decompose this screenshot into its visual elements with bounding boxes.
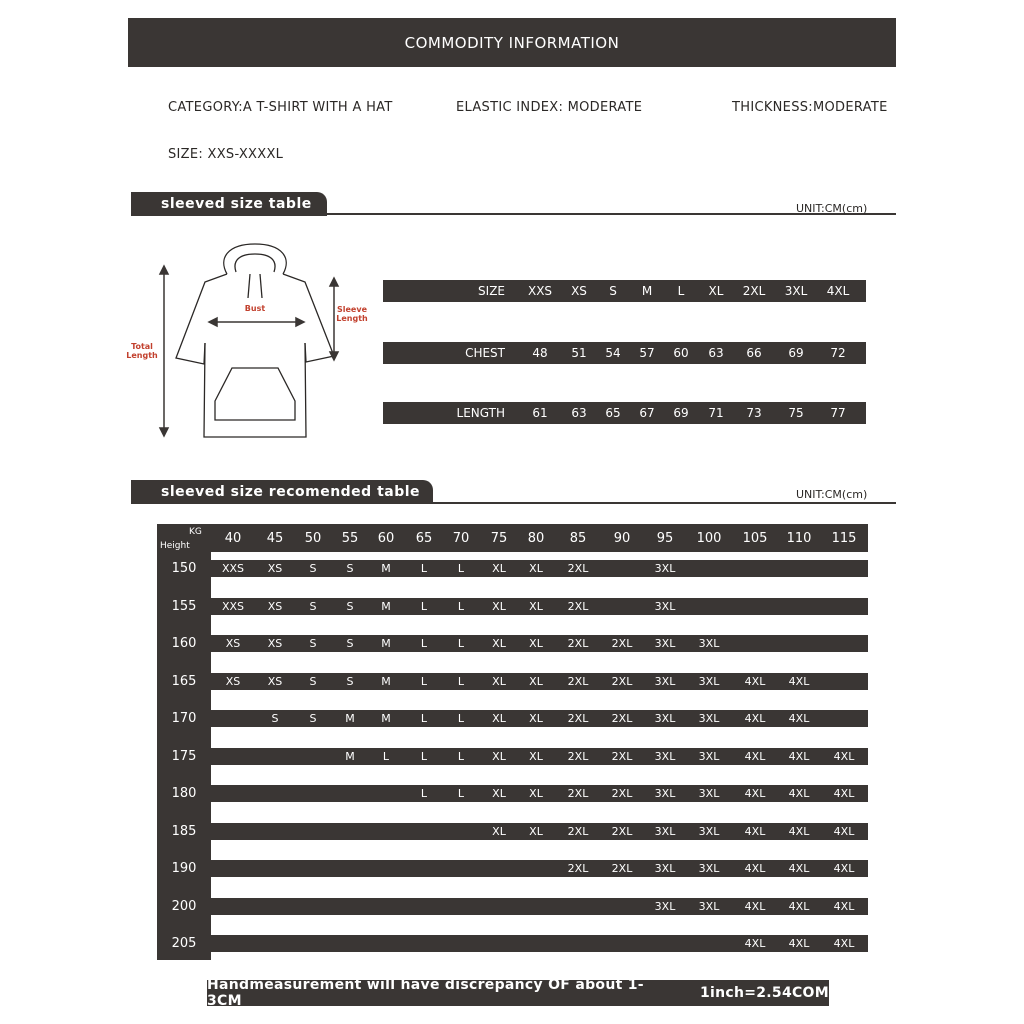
recommend-size-cell: 3XL	[698, 862, 720, 875]
recommend-size-cell: 4XL	[788, 937, 810, 950]
weight-header: 115	[831, 531, 857, 546]
section-divider	[131, 213, 896, 215]
size-cell: 69	[673, 406, 689, 420]
recommend-size-cell: 3XL	[654, 824, 676, 838]
size-cell: 3XL	[784, 284, 808, 298]
height-value: 190	[171, 861, 197, 876]
recommend-size-cell: 4XL	[788, 862, 810, 875]
recommend-size-cell: M	[381, 674, 391, 688]
recommend-size-cell: 3XL	[654, 599, 676, 613]
height-value: 185	[171, 823, 197, 839]
recommend-size-cell: L	[457, 712, 465, 725]
recommend-size-cell: XL	[492, 749, 506, 763]
recommend-size-cell: 2XL	[611, 674, 633, 688]
recommend-size-cell: 4XL	[788, 674, 810, 688]
recommend-size-cell: 2XL	[567, 562, 589, 575]
recommend-size-cell: 4XL	[744, 824, 766, 838]
size-range-info: SIZE: XXS-XXXXL	[168, 147, 284, 162]
size-cell: 72	[830, 346, 846, 360]
recommend-size-cell: L	[420, 749, 428, 763]
recommend-size-cell: L	[457, 599, 465, 613]
size-cell: XXS	[527, 284, 553, 298]
recommend-size-cell: XL	[492, 712, 506, 725]
recommended-table-tab	[131, 480, 433, 504]
recommend-size-cell: 2XL	[611, 862, 633, 875]
recommend-size-cell: M	[345, 712, 355, 725]
recommend-size-cell: XL	[529, 599, 543, 613]
sleeve-length-label: Sleeve Length	[336, 305, 368, 323]
size-cell: 54	[605, 346, 621, 360]
recommend-size-cell: S	[346, 674, 354, 688]
recommend-size-cell: XL	[529, 674, 543, 688]
recommend-size-cell: 3XL	[654, 562, 676, 575]
height-value: 150	[171, 561, 197, 576]
recommend-size-cell: 4XL	[833, 899, 855, 913]
recommend-size-cell: XXS	[221, 599, 245, 613]
recommend-size-cell: L	[420, 674, 428, 688]
recommend-size-cell: 4XL	[788, 787, 810, 800]
recommend-size-cell: 4XL	[833, 937, 855, 950]
size-row-label: CHEST	[465, 346, 505, 360]
weight-header: 45	[266, 531, 284, 546]
recommend-size-cell: 2XL	[567, 749, 589, 763]
size-row-label: SIZE	[478, 284, 505, 298]
recommend-size-cell: 3XL	[698, 674, 720, 688]
recommend-size-cell: S	[346, 599, 354, 613]
recommend-size-cell: M	[345, 749, 355, 763]
height-value: 180	[171, 786, 197, 801]
recommend-size-cell: 2XL	[611, 712, 633, 725]
weight-header: 80	[527, 531, 545, 546]
recommend-size-cell: 4XL	[833, 787, 855, 800]
recommend-size-cell: 4XL	[788, 899, 810, 913]
banner-title: COMMODITY INFORMATION	[404, 33, 620, 52]
recommend-size-cell: XL	[492, 637, 506, 650]
recommend-size-cell: 2XL	[611, 637, 633, 650]
size-cell: 48	[532, 346, 548, 360]
recommend-size-cell: XL	[529, 562, 543, 575]
recommend-size-cell: 4XL	[788, 712, 810, 725]
kg-axis-label: KG	[189, 527, 202, 537]
size-cell: 65	[605, 406, 621, 420]
recommend-size-cell: 2XL	[567, 674, 589, 688]
recommend-size-cell: 4XL	[788, 824, 810, 838]
size-cell: 71	[708, 406, 724, 420]
recommended-table-unit: UNIT:CM(cm)	[796, 488, 868, 501]
height-value: 175	[171, 748, 197, 764]
recommend-size-cell: 2XL	[567, 712, 589, 725]
weight-header: 75	[490, 531, 508, 546]
total-length-label: Total Length	[126, 342, 158, 360]
recommend-size-cell: S	[309, 599, 317, 613]
recommend-size-cell: L	[420, 637, 428, 650]
thickness-info: THICKNESS:MODERATE	[732, 100, 888, 115]
recommend-size-cell: XS	[225, 674, 241, 688]
recommend-size-cell: L	[420, 599, 428, 613]
size-cell: 75	[788, 406, 804, 420]
recommend-size-cell: L	[457, 637, 465, 650]
size-cell: 61	[532, 406, 548, 420]
size-cell: 60	[673, 346, 689, 360]
recommend-size-cell: S	[271, 712, 279, 725]
recommend-row	[211, 860, 868, 877]
recommend-size-cell: XS	[267, 599, 283, 613]
weight-header: 105	[742, 531, 768, 546]
recommend-size-cell: XL	[492, 674, 506, 688]
recommend-size-cell: 3XL	[698, 899, 720, 913]
height-value: 205	[171, 936, 197, 951]
recommend-size-cell: L	[457, 674, 465, 688]
recommend-size-cell: XL	[492, 824, 506, 838]
size-cell: 77	[830, 406, 846, 420]
recommend-size-cell: 2XL	[611, 787, 633, 800]
recommend-size-cell: 4XL	[744, 937, 766, 950]
height-value: 160	[171, 636, 197, 651]
discrepancy-note: Handmeasurement will have discrepancy OF about 1-3CM	[207, 977, 644, 1009]
recommend-size-cell: XL	[529, 637, 543, 650]
recommend-size-cell: 4XL	[744, 712, 766, 725]
section-divider	[131, 502, 896, 504]
size-table-row	[383, 280, 866, 302]
recommend-row	[211, 935, 868, 952]
recommend-size-cell: XL	[492, 599, 506, 613]
hoodie-outline-icon	[176, 244, 334, 437]
weight-header: 100	[696, 531, 722, 546]
size-row-label: LENGTH	[456, 406, 505, 420]
height-value: 165	[171, 673, 197, 689]
size-cell: 57	[639, 346, 655, 360]
recommend-size-cell: 3XL	[654, 712, 676, 725]
size-cell: 66	[746, 346, 762, 360]
recommend-size-cell: XL	[529, 824, 543, 838]
recommend-size-cell: L	[457, 562, 465, 575]
recommend-size-cell: 3XL	[698, 749, 720, 763]
size-cell: 67	[639, 406, 655, 420]
recommend-size-cell: 4XL	[833, 749, 855, 763]
bust-label: Bust	[244, 304, 266, 313]
recommend-size-cell: XS	[267, 637, 283, 650]
size-cell: 63	[571, 406, 587, 420]
recommend-size-cell: 3XL	[698, 787, 720, 800]
height-value: 155	[171, 598, 197, 614]
recommend-size-cell: 2XL	[567, 824, 589, 838]
size-table-row	[383, 342, 866, 364]
recommend-size-cell: L	[420, 562, 428, 575]
recommend-size-cell: S	[309, 562, 317, 575]
recommend-size-cell: XL	[529, 712, 543, 725]
recommend-size-cell: S	[309, 637, 317, 650]
size-cell: M	[641, 284, 653, 298]
recommend-size-cell: 4XL	[833, 824, 855, 838]
recommend-size-cell: 4XL	[833, 862, 855, 875]
recommend-size-cell: M	[381, 637, 391, 650]
size-cell: XL	[708, 284, 724, 298]
recommend-size-cell: S	[346, 562, 354, 575]
size-cell: 63	[708, 346, 724, 360]
recommended-table-title: sleeved size recomended table	[161, 484, 421, 500]
size-cell: L	[677, 284, 685, 298]
recommend-size-cell: XS	[267, 562, 283, 575]
size-cell: XS	[571, 284, 587, 298]
inch-conversion: 1inch=2.54COM	[699, 985, 829, 1001]
category-info: CATEGORY:A T-SHIRT WITH A HAT	[168, 100, 393, 115]
recommend-size-cell: 3XL	[654, 749, 676, 763]
size-table-title: sleeved size table	[161, 196, 312, 212]
size-cell: 69	[788, 346, 804, 360]
recommend-size-cell: S	[346, 637, 354, 650]
recommend-size-cell: S	[309, 674, 317, 688]
recommend-size-cell: XXS	[221, 562, 245, 575]
recommend-size-cell: 4XL	[744, 674, 766, 688]
recommend-size-cell: 4XL	[744, 749, 766, 763]
size-cell: 2XL	[742, 284, 766, 298]
recommend-size-cell: 2XL	[567, 862, 589, 875]
weight-header: 60	[377, 531, 395, 546]
footer-note	[207, 977, 829, 1009]
recommend-size-cell: 4XL	[788, 749, 810, 763]
recommend-size-cell: 3XL	[654, 637, 676, 650]
recommend-size-cell: 3XL	[654, 862, 676, 875]
recommend-size-cell: L	[457, 749, 465, 763]
recommend-size-cell: XL	[492, 787, 506, 800]
recommend-size-cell: 3XL	[698, 824, 720, 838]
recommend-size-cell: 2XL	[611, 749, 633, 763]
elastic-info: ELASTIC INDEX: MODERATE	[456, 100, 643, 115]
weight-header: 65	[415, 531, 433, 546]
weight-header: 110	[786, 531, 812, 546]
height-axis-label: Height	[160, 541, 190, 551]
commodity-banner	[128, 18, 896, 67]
recommend-size-cell: 3XL	[654, 899, 676, 913]
weight-header-row	[211, 524, 868, 552]
size-table-row	[383, 402, 866, 424]
weight-header: 85	[569, 531, 587, 546]
weight-header: 95	[656, 531, 674, 546]
recommend-size-cell: 4XL	[744, 862, 766, 875]
recommend-size-cell: M	[381, 712, 391, 725]
weight-header: 40	[224, 531, 242, 546]
size-table-unit: UNIT:CM(cm)	[796, 202, 868, 215]
recommend-size-cell: M	[381, 562, 391, 575]
recommend-size-cell: 4XL	[744, 787, 766, 800]
weight-header: 55	[341, 531, 359, 546]
size-cell: 4XL	[826, 284, 850, 298]
recommend-size-cell: 3XL	[698, 637, 720, 650]
recommend-size-cell: M	[381, 599, 391, 613]
height-column	[157, 524, 211, 960]
recommend-size-cell: XL	[529, 749, 543, 763]
recommend-row	[211, 898, 868, 915]
recommend-size-cell: L	[457, 787, 465, 800]
size-cell: 51	[571, 346, 587, 360]
height-value: 170	[171, 711, 197, 726]
size-cell: 73	[746, 406, 762, 420]
height-value: 200	[171, 898, 197, 914]
hoodie-diagram	[120, 238, 380, 443]
recommend-size-cell: 3XL	[654, 674, 676, 688]
recommend-size-cell: 4XL	[744, 899, 766, 913]
recommend-size-cell: 2XL	[567, 787, 589, 800]
recommend-size-cell: XL	[492, 562, 506, 575]
recommend-size-cell: 3XL	[654, 787, 676, 800]
weight-header: 70	[452, 531, 470, 546]
recommend-size-cell: L	[382, 749, 390, 763]
recommend-size-cell: 2XL	[567, 599, 589, 613]
recommend-size-cell: XS	[225, 637, 241, 650]
recommend-size-cell: 3XL	[698, 712, 720, 725]
weight-header: 90	[613, 531, 631, 546]
recommend-size-cell: 2XL	[611, 824, 633, 838]
recommend-size-cell: 2XL	[567, 637, 589, 650]
size-cell: S	[609, 284, 617, 298]
recommend-size-cell: XL	[529, 787, 543, 800]
recommend-size-cell: S	[309, 712, 317, 725]
weight-header: 50	[304, 531, 322, 546]
recommend-size-cell: L	[420, 712, 428, 725]
recommend-size-cell: L	[420, 787, 428, 800]
recommend-size-cell: XS	[267, 674, 283, 688]
